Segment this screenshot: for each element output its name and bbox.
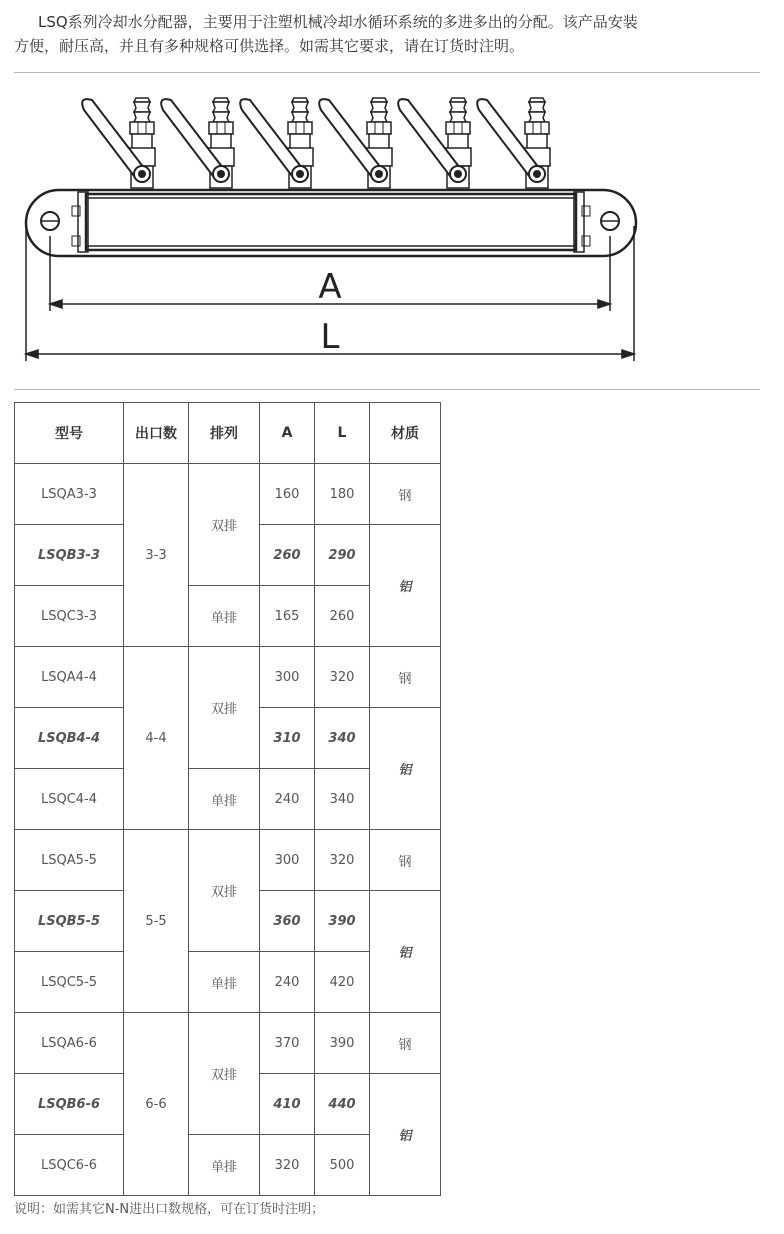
table-row <box>15 830 441 891</box>
cell-l: 340 <box>315 769 370 830</box>
valve-5 <box>398 98 471 188</box>
cell-model: LSQA3-3 <box>15 464 124 525</box>
cell-arrangement: 双排 <box>189 647 260 769</box>
cell-a: 240 <box>260 769 315 830</box>
cell-l: 260 <box>315 586 370 647</box>
cell-model: LSQC4-4 <box>15 769 124 830</box>
intro-line-2: 方便，耐压高，并且有多种规格可供选择。如需其它要求，请在订货时注明。 <box>14 37 525 55</box>
cell-l: 320 <box>315 647 370 708</box>
cell-arrangement: 单排 <box>189 586 260 647</box>
cell-material: 钢 <box>370 464 441 525</box>
cell-arrangement: 单排 <box>189 1135 260 1196</box>
table-header-row <box>15 403 441 464</box>
header-l: L <box>315 403 370 464</box>
cell-l: 390 <box>315 891 370 952</box>
valve-1 <box>82 98 155 188</box>
cell-arrangement: 单排 <box>189 952 260 1013</box>
table-row <box>15 1013 441 1074</box>
cell-model: LSQB3-3 <box>15 525 124 586</box>
dimension-a-label: A <box>318 267 342 307</box>
table-row <box>15 464 441 525</box>
cell-arrangement: 双排 <box>189 464 260 586</box>
cell-model: LSQA5-5 <box>15 830 124 891</box>
cell-a: 370 <box>260 1013 315 1074</box>
divider-middle <box>14 389 760 390</box>
cell-model: LSQB6-6 <box>15 1074 124 1135</box>
cell-arrangement: 单排 <box>189 769 260 830</box>
intro-text <box>14 10 769 58</box>
valve-2 <box>161 98 234 188</box>
cell-material: 铝 <box>370 708 441 830</box>
cell-a: 300 <box>260 647 315 708</box>
cell-l: 390 <box>315 1013 370 1074</box>
divider-top <box>14 72 760 73</box>
cell-model: LSQB5-5 <box>15 891 124 952</box>
cell-model: LSQA6-6 <box>15 1013 124 1074</box>
table-row <box>15 647 441 708</box>
cell-a: 260 <box>260 525 315 586</box>
cell-arrangement: 双排 <box>189 1013 260 1135</box>
cell-model: LSQA4-4 <box>15 647 124 708</box>
cell-l: 440 <box>315 1074 370 1135</box>
cell-a: 310 <box>260 708 315 769</box>
cell-arrangement: 双排 <box>189 830 260 952</box>
cell-a: 320 <box>260 1135 315 1196</box>
dimension-l-label: L <box>320 317 340 357</box>
cell-model: LSQC6-6 <box>15 1135 124 1196</box>
cell-material: 钢 <box>370 1013 441 1074</box>
cell-a: 240 <box>260 952 315 1013</box>
header-model: 型号 <box>15 403 124 464</box>
cell-outlets: 3-3 <box>124 464 189 647</box>
manifold-body <box>26 190 636 256</box>
cell-l: 320 <box>315 830 370 891</box>
header-arrangement: 排列 <box>189 403 260 464</box>
cell-model: LSQB4-4 <box>15 708 124 769</box>
cell-material: 铝 <box>370 1074 441 1196</box>
intro-line-1: LSQ系列冷却水分配器，主要用于注塑机械冷却水循环系统的多进多出的分配。该产品安装 <box>38 13 638 31</box>
cell-l: 420 <box>315 952 370 1013</box>
cell-a: 300 <box>260 830 315 891</box>
cell-material: 铝 <box>370 891 441 1013</box>
cell-model: LSQC3-3 <box>15 586 124 647</box>
cell-outlets: 5-5 <box>124 830 189 1013</box>
cell-l: 290 <box>315 525 370 586</box>
mounting-holes <box>41 212 619 230</box>
header-a: A <box>260 403 315 464</box>
cell-a: 160 <box>260 464 315 525</box>
cell-l: 180 <box>315 464 370 525</box>
valves <box>82 98 550 188</box>
cell-material: 钢 <box>370 830 441 891</box>
manifold-diagram <box>14 86 654 376</box>
cell-material: 铝 <box>370 525 441 647</box>
valve-4 <box>319 98 392 188</box>
valve-6 <box>477 98 550 188</box>
header-material: 材质 <box>370 403 441 464</box>
header-outlets: 出口数 <box>124 403 189 464</box>
cell-model: LSQC5-5 <box>15 952 124 1013</box>
cell-a: 410 <box>260 1074 315 1135</box>
cell-outlets: 4-4 <box>124 647 189 830</box>
cell-l: 340 <box>315 708 370 769</box>
cell-l: 500 <box>315 1135 370 1196</box>
cell-a: 165 <box>260 586 315 647</box>
cell-outlets: 6-6 <box>124 1013 189 1196</box>
note-text: 说明：如需其它N-N进出口数规格，可在订货时注明； <box>14 1202 325 1217</box>
spec-table <box>14 402 441 1196</box>
cell-material: 钢 <box>370 647 441 708</box>
cell-a: 360 <box>260 891 315 952</box>
valve-3 <box>240 98 313 188</box>
